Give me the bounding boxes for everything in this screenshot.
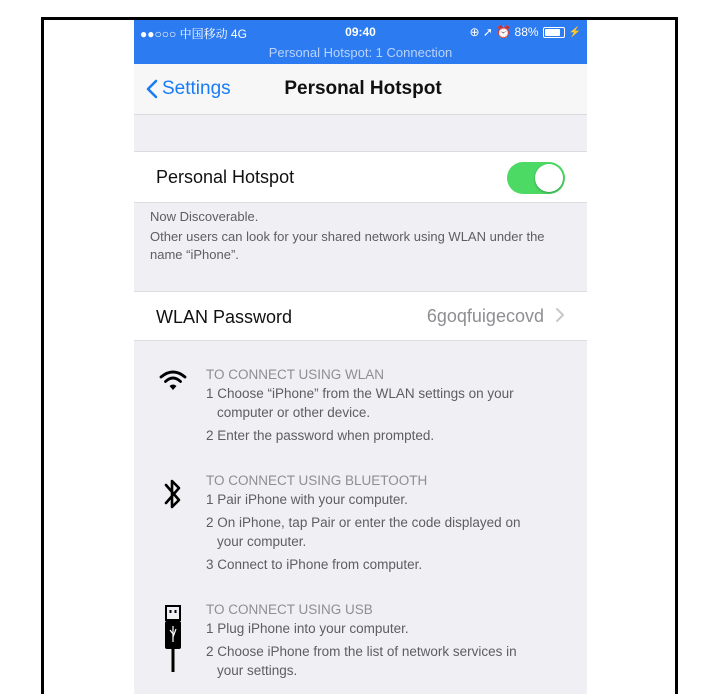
bluetooth-step-3: 3 Connect to iPhone from computer. <box>206 557 423 572</box>
usb-step-2: 2 Choose iPhone from the list of network services in <box>206 644 517 659</box>
status-icons-text: ⊕ ➚ ⏰ 88% <box>469 25 539 39</box>
personal-hotspot-row <box>134 151 587 203</box>
phone-screen <box>134 20 587 694</box>
usb-cable-icon <box>158 604 188 679</box>
bluetooth-steps <box>206 471 566 574</box>
chevron-right-icon <box>555 307 565 323</box>
wlan-step-1: 1 Choose “iPhone” from the WLAN settings on your <box>206 386 514 401</box>
back-label: Settings <box>162 78 231 99</box>
battery-icon <box>543 27 565 38</box>
wlan-password-value <box>427 306 565 327</box>
discoverable-note <box>150 208 570 264</box>
hotspot-connection-banner[interactable]: Personal Hotspot: 1 Connection <box>268 45 453 60</box>
bluetooth-step-2: 2 On iPhone, tap Pair or enter the code displayed on <box>206 515 521 530</box>
toggle-knob <box>535 164 563 192</box>
usb-step-1: 1 Plug iPhone into your computer. <box>206 621 409 636</box>
wlan-heading: TO CONNECT USING WLAN <box>206 367 385 382</box>
wlan-password-text: 6goqfuigecovd <box>426 306 544 326</box>
status-indicators <box>469 25 581 39</box>
bluetooth-step-2-cont: your computer. <box>217 534 307 549</box>
status-bar[interactable] <box>134 20 587 64</box>
bluetooth-heading: TO CONNECT USING BLUETOOTH <box>206 473 428 488</box>
wlan-step-1-cont: computer or other device. <box>217 405 371 420</box>
wlan-password-row[interactable] <box>134 291 587 341</box>
status-time: 09:40 <box>345 25 376 39</box>
charging-icon: ⚡ <box>568 26 581 38</box>
personal-hotspot-label: Personal Hotspot <box>156 167 295 187</box>
wlan-password-label: WLAN Password <box>156 307 293 327</box>
carrier-signal: ●●○○○ 中国移动 4G <box>140 27 247 41</box>
wifi-icon <box>158 369 188 398</box>
wlan-step-2: 2 Enter the password when prompted. <box>206 428 435 443</box>
bluetooth-icon <box>158 476 188 517</box>
page-title: Personal Hotspot <box>284 78 442 99</box>
discoverable-description: Other users can look for your shared network using WLAN under the name “iPhone”. <box>150 229 545 262</box>
discoverable-status: Now Discoverable. <box>150 209 259 224</box>
personal-hotspot-toggle[interactable] <box>507 162 565 194</box>
usb-heading: TO CONNECT USING USB <box>206 602 373 617</box>
battery-fill <box>545 29 561 36</box>
usb-steps <box>206 600 566 680</box>
bluetooth-step-1: 1 Pair iPhone with your computer. <box>206 492 408 507</box>
wlan-steps <box>206 365 566 445</box>
navigation-bar <box>134 64 587 115</box>
usb-step-2-cont: your settings. <box>217 663 298 678</box>
status-row <box>140 25 581 41</box>
